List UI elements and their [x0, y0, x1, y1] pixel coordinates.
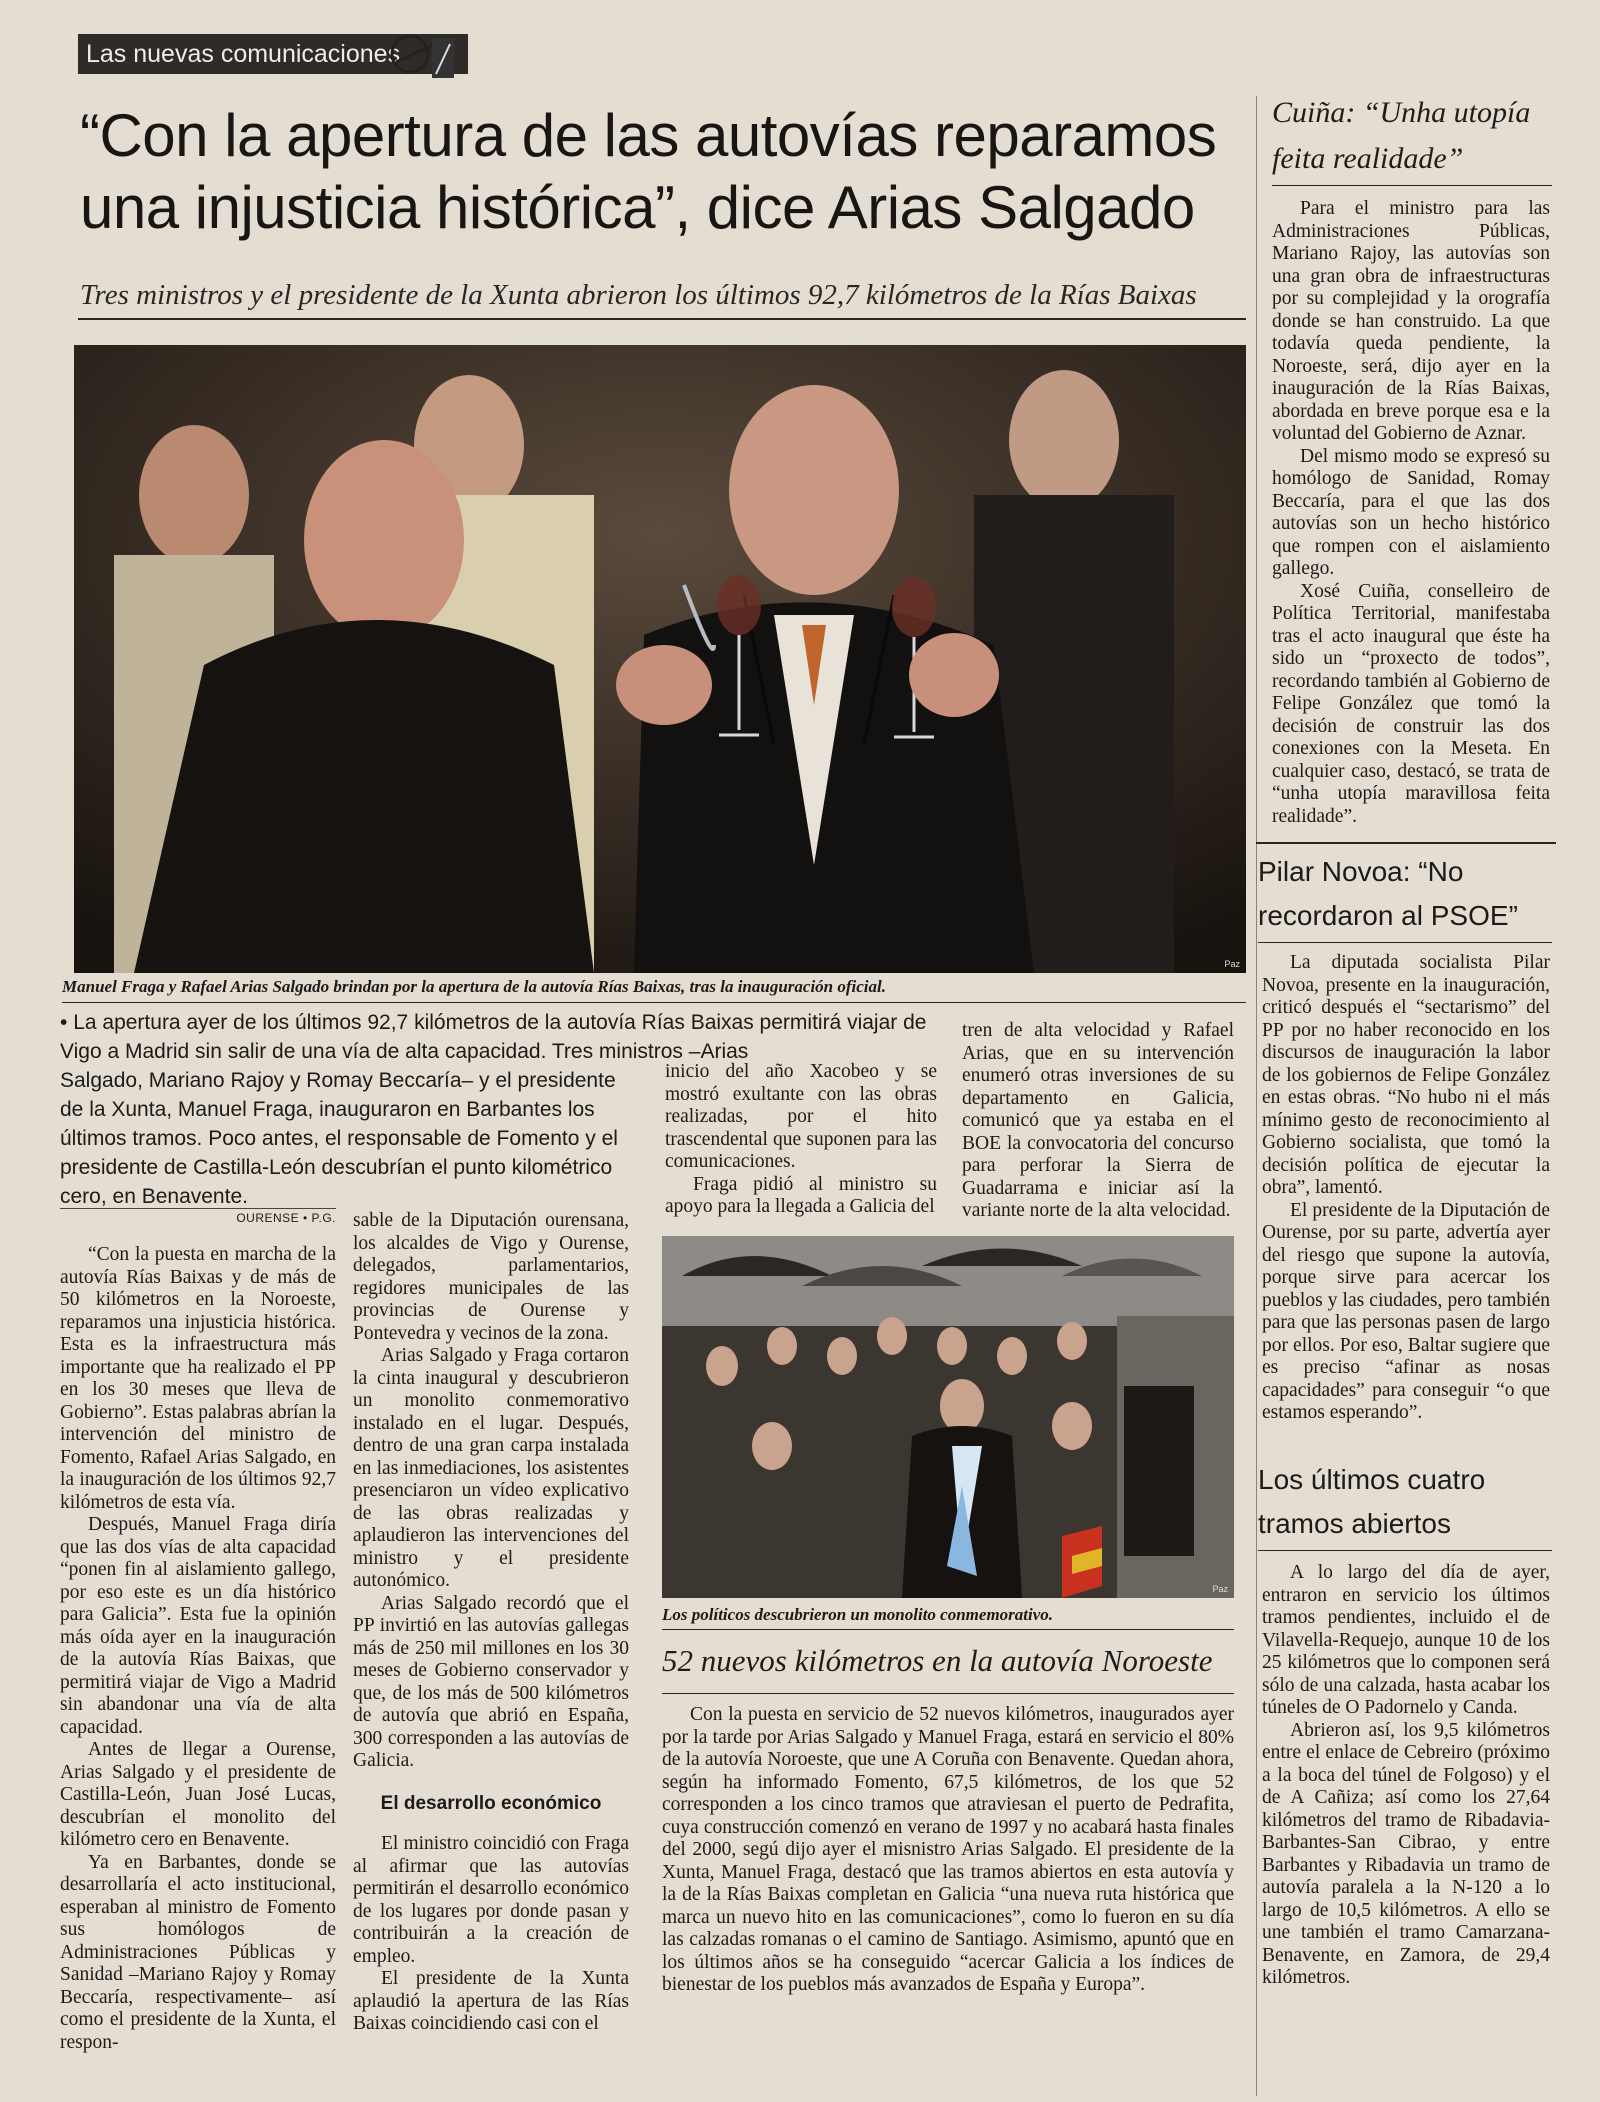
sidebar-paragraph: El presidente de la Diputación de Ourense, por su parte, advertía ayer del riesgo que supone la autovía, porque sirve para acercar los pueblos y las ciudades, pero también para que las personas pasen de largo por ellos. Por eso, Baltar sugiere que es preciso “afinar as nosas capacidades” para conseguir “o que estamos esperando”.	[1262, 1199, 1550, 1423]
second-photo-illustration	[662, 1236, 1234, 1598]
article-paragraph: Fraga pidió al ministro su apoyo para la llegada a Galicia del	[665, 1173, 937, 1217]
sidebar-rule	[1258, 1550, 1552, 1551]
main-photo-credit: Paz	[1224, 959, 1240, 969]
sidebar-cuina-title-line2: feita realidade”	[1272, 142, 1464, 175]
noroeste-rule	[662, 1693, 1234, 1694]
article-paragraph: Antes de llegar a Ourense, Arias Salgado y el presidente de Castilla-León, Juan José Lucas, descubrían el monolito del kilómetro cero en Benavente.	[60, 1739, 336, 1850]
article-column-3	[665, 1061, 937, 1219]
second-caption-rule	[662, 1629, 1234, 1630]
second-photo	[662, 1236, 1234, 1598]
article-paragraph: tren de alta velocidad y Rafael Arias, que en su intervención enumeró otras inversiones de su departamento en Galicia, comunicó que ya estaba en el BOE la convocatoria del concurso para perforar la Sierra de Guadarrama e iniciar así la variante norte de la alta velocidad.	[962, 1020, 1234, 1221]
main-photo-caption: Manuel Fraga y Rafael Arias Salgado brindan por la apertura de la autovía Rías Baixas, tras la inauguración oficial.	[62, 977, 886, 996]
article-paragraph: Ya en Barbantes, donde se desarrollaría el acto institucional, esperaban al ministro de Fomento sus homólogos de Administraciones Públicas y Sanidad –Mariano Rajoy y Romay Beccaría, respectivamente– así como el presidente de la Xunta, el respon-	[60, 1851, 336, 2053]
article-column-1	[60, 1244, 336, 2054]
sidebar-paragraph: A lo largo del día de ayer, entraron en servicio los últimos tramos pendientes, incluido el de Vilavella-Requejo, aunque 10 de los 25 kilómetros que lo componen será sólo de una calzada, hasta acabar los túneles de O Padornelo y Canda.	[1262, 1562, 1550, 1718]
section-label: Las nuevas comunicaciones	[86, 39, 401, 68]
article-paragraph: Después, Manuel Fraga diría que las dos vías de alta capacidad “ponen fin al aislamiento gallego, por eso este es un día histórico para Galicia”. Esta fue la opinión más oída ayer en la inauguración de la autovía Rías Baixas, que permitirá viajar de Vigo a Madrid sin abandonar una vía de alta capacidad.	[60, 1514, 336, 1738]
article-paragraph: sable de la Diputación ourensana, los alcaldes de Vigo y Ourense, delegados, parlamentarios, regidores municipales de las provincias de Ourense y Pontevedra y vecinos de la zona.	[353, 1210, 629, 1344]
sidebar-paragraph: Xosé Cuiña, conselleiro de Política Territorial, manifestaba tras el acto inaugural que éste ha sido un “proxecto de todos”, recordando también al Gobierno de Felipe González que tomó la decisión de construir las dos conexiones con la Meseta. En cualquier caso, destacó, se trata de “unha utopía maravillosa feita realidade”.	[1272, 580, 1550, 827]
sidebar-paragraph: La diputada socialista Pilar Novoa, presente en la inauguración, criticó después el “sectarismo” del PP por no haber reconocido en los discursos de inauguración la labor de los gobiernos de Felipe González en estas obras. “No hubo ni el más mínimo gesto de reconocimiento al Gobierno socialista, que tomó la decisión política de ejecutar la obra”, lamentó.	[1262, 952, 1550, 1198]
intro-bullet: •	[60, 1011, 68, 1034]
byline-place: OURENSE	[236, 1211, 300, 1225]
article-column-4	[962, 1020, 1234, 1223]
sidebar-tramos-title-line1: Los últimos cuatro	[1258, 1464, 1486, 1495]
sidebar-rule	[1272, 185, 1552, 186]
article-column-2	[353, 1210, 629, 2036]
sidebar-paragraph: Para el ministro para las Administraciones Públicas, Mariano Rajoy, las autovías son una gran obra de infraestructuras por su complejidad y la orografía donde se han construido. La que todavía queda pendiente, la Noroeste, será, dijo ayer en la inauguración de la Rías Baixas, abordada en breve porque esa e la voluntad del Gobierno de Aznar.	[1272, 198, 1550, 444]
noroeste-text-block	[662, 1704, 1234, 1997]
headline-rule	[78, 318, 1246, 320]
article-paragraph: “Con la puesta en marcha de la autovía Rías Baixas y de más de 50 kilómetros en la Noroeste, reparamos una injusticia histórica. Esta es la infraestructura más importante que ha realizado el PP en los 30 meses que lleva de Gobierno”. Estas palabras abrían la intervención del ministro de Fomento, Rafael Arias Salgado, en la inauguración de los últimos 92,7 kilómetros de esta vía.	[60, 1244, 336, 1513]
noroeste-text: Con la puesta en servicio de 52 nuevos kilómetros, inaugurados ayer por la tarde por Arias Salgado y Manuel Fraga, estará en servicio el 80% de la autovía Noroeste, que une A Coruña con Benavente. Quedan ahora, según ha informado Fomento, 67,5 kilómetros, de los que 52 corresponden a los cinco tramos que atraviesan el puerto de Pedrafita, cuya construcción comenzó en verano de 1997 y no acabará hasta finales del 2000, segú dijo ayer el misnistro Arias Salgado. El presidente de la Xunta, Manuel Fraga, destacó que las tramos abiertos en esta autovía y la de la Rías Baixas completan en Galicia “una nueva ruta histórica que marca un nuevo hito en las comunicaciones”, como lo fueron en su día las calzadas romanas o el camino de Santiago. Asimismo, apuntó que en los últimos años se ha conseguido “acercar Galicia a los índices de bienestar de los pueblos más avanzados de España y Europa”.	[662, 1704, 1234, 1995]
sidebar-tramos-title-line2: tramos abiertos	[1258, 1508, 1451, 1539]
headline: “Con la apertura de las autovías reparamos una injusticia histórica”, dice Arias Salgado	[80, 102, 1217, 241]
sidebar-divider	[1256, 96, 1257, 2096]
byline: OURENSE • P.G.	[60, 1208, 336, 1225]
sidebar-novoa-title-line1: Pilar Novoa: “No	[1258, 856, 1464, 887]
sidebar-tramos-text	[1262, 1562, 1550, 1990]
sidebar-paragraph: Abrieron así, los 9,5 kilómetros entre el enlace de Cebreiro (próximo a la boca del túnel de Folgoso) y el de A Cañiza; así como los 27,64 kilómetros del tramo de Ribadavia-Barbantes-San Cibrao, y entre Barbantes y Ribadavia un tramo de autovía paralela a la N-120 a lo largo de 10,5 kilómetros. A ello se une también el tramo Camarzana-Benavente, en Zamora, de 29,4 kilómetros.	[1262, 1719, 1550, 1988]
caption-rule	[62, 1002, 1246, 1003]
subsection-title: El desarrollo económico	[380, 1792, 602, 1814]
second-photo-credit: Paz	[1212, 1584, 1228, 1594]
sidebar-paragraph: Del mismo modo se expresó su homólogo de Sanidad, Romay Beccaría, para el que las dos autovías son un hecho histórico que rompen con el aislamiento gallego.	[1272, 445, 1550, 579]
sidebar-rule	[1258, 942, 1552, 943]
article-paragraph: Arias Salgado recordó que el PP invirtió en las autovías gallegas más de 250 mil millones en los 30 meses de Gobierno conservador y que, de los más de 500 kilómetros de autovía que abrió en España, 300 corresponden a las autovías de Galicia.	[353, 1592, 629, 1771]
subheadline: Tres ministros y el presidente de la Xunta abrieron los últimos 92,7 kilómetros de la Rías Baixas	[80, 279, 1197, 311]
intro-lead	[60, 1008, 938, 1066]
byline-author: P.G.	[311, 1211, 336, 1225]
sidebar-tramos-title	[1258, 1458, 1558, 1546]
noroeste-box	[662, 1643, 1234, 1693]
sidebar-section-rule	[1256, 842, 1556, 844]
sidebar-cuina-title-line1: Cuiña: “Unha utopía	[1272, 96, 1531, 129]
sidebar-novoa-text	[1262, 952, 1550, 1425]
sidebar-cuina-text	[1272, 198, 1550, 828]
intro-text-1: La apertura ayer de los últimos 92,7 kilómetros de la autovía Rías Baixas permitirá viajar de Vigo a Madrid sin salir de una vía de alta capacidad. Tres ministros –Arias	[60, 1011, 927, 1063]
article-paragraph: inicio del año Xacobeo y se mostró exultante con las obras realizadas, por el hito trascendental que suponen para las comunicaciones.	[665, 1061, 937, 1172]
intro-text-2: Salgado, Mariano Rajoy y Romay Beccaría– y el presidente de la Xunta, Manuel Fraga, inauguraron en Barbantes los últimos tramos. Poco antes, el responsable de Fomento y el presidente de Castilla-León descubrían el punto kilométrico cero, en Benavente.	[60, 1069, 618, 1208]
sidebar-novoa-title	[1258, 850, 1558, 938]
highway-sign-icon	[388, 24, 468, 84]
article-paragraph: Arias Salgado y Fraga cortaron la cinta inaugural y descubrieron un monolito conmemorativo instalado en el lugar. Después, dentro de una gran carpa instalada en las inmediaciones, los asistentes presenciaron un vídeo explicativo de las obras realizadas y aplaudieron las intervenciones del ministro y el presidente autonómico.	[353, 1345, 629, 1591]
main-photo-illustration	[74, 345, 1246, 973]
main-photo	[74, 345, 1246, 973]
article-paragraph: El ministro coincidió con Fraga al afirmar que las autovías permitirán el desarrollo económico de los lugares por donde pasan y contribuirán a la creación de empleo.	[353, 1833, 629, 1967]
sidebar-novoa-title-line2: recordaron al PSOE”	[1258, 900, 1518, 931]
second-photo-caption: Los políticos descubrieron un monolito conmemorativo.	[662, 1605, 1054, 1624]
noroeste-title: 52 nuevos kilómetros en la autovía Noroeste	[662, 1643, 1213, 1678]
sidebar-cuina-title	[1272, 90, 1572, 182]
article-paragraph: El presidente de la Xunta aplaudió la apertura de las Rías Baixas coincidiendo casi con el	[353, 1968, 629, 2034]
